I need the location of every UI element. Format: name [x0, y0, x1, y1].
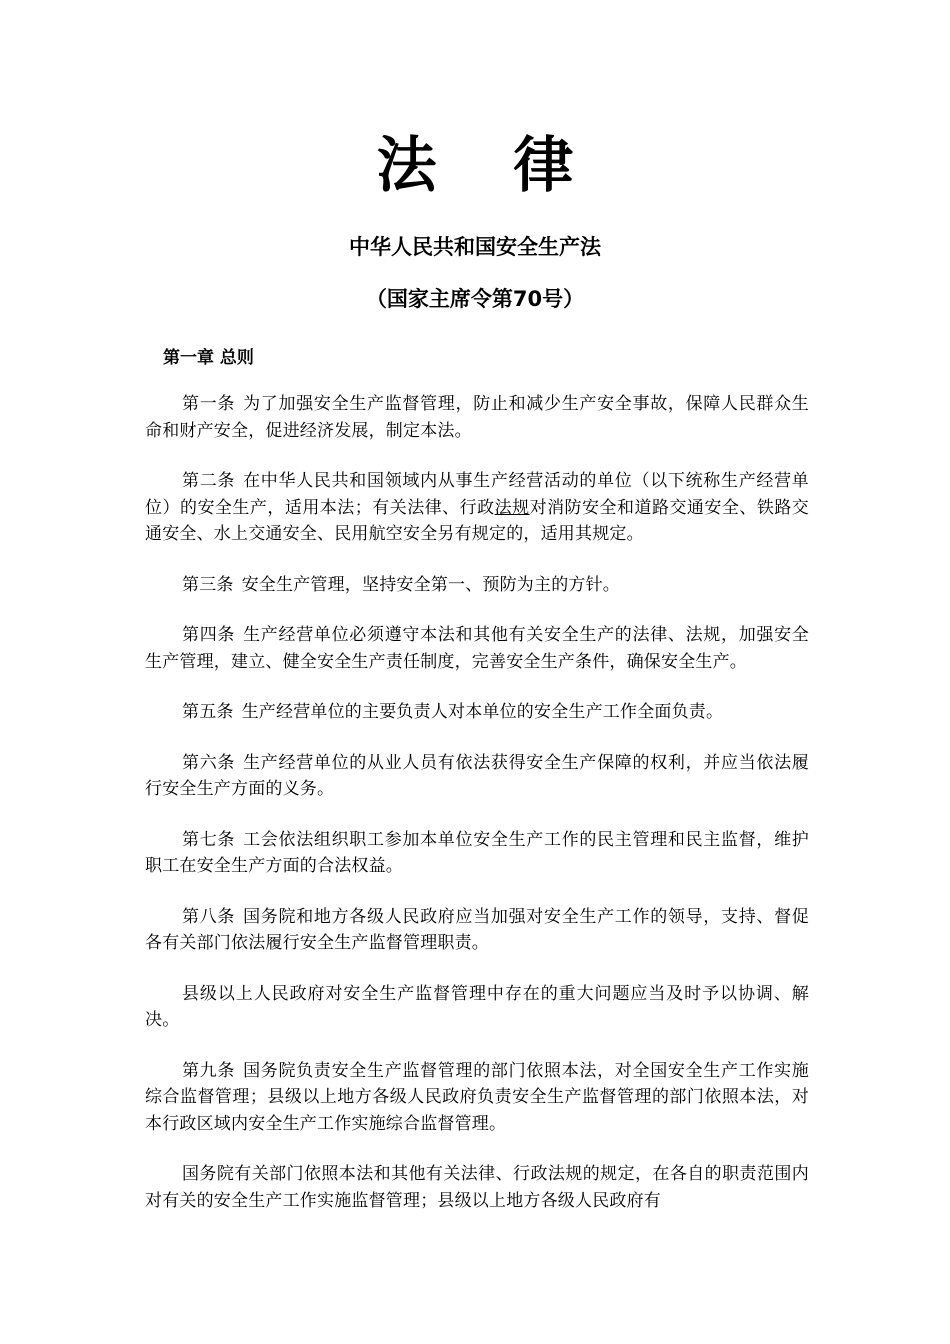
article-8-paragraph-2: 县级以上人民政府对安全生产监督管理中存在的重大问题应当及时予以协调、解决。	[145, 983, 809, 1030]
article-text: 生产经营单位的主要负责人对本单位的安全生产工作全面负责。	[241, 702, 724, 722]
article-7	[145, 827, 809, 880]
article-text: 为了加强安全生产监督管理，防止和减少生产安全事故，保障人民群众生命和财产安全，促进经济发展，制定本法。	[145, 394, 809, 441]
article-6	[145, 750, 809, 803]
article-number: 第四条	[182, 625, 236, 645]
article-text: 工会依法组织职工参加本单位安全生产工作的民主管理和民主监督，维护职工在安全生产方面的合法权益。	[145, 829, 809, 876]
article-text: 生产经营单位的从业人员有依法获得安全生产保障的权利，并应当依法履行安全生产方面的义务。	[145, 752, 809, 799]
law-title: 中华人民共和国安全生产法	[349, 235, 601, 259]
regulations-link[interactable]: 法规	[494, 497, 530, 518]
article-number: 第五条	[182, 702, 234, 722]
article-number: 第九条	[182, 1060, 236, 1081]
article-number: 第六条	[182, 752, 236, 773]
article-8	[145, 904, 809, 957]
article-text-part-1: 在中华人民共和国领域内从事生产经营活动的单位（以下统称生产经营单位）的安全生产，适用本法；有关法律、行政	[145, 471, 809, 518]
article-text: 安全生产管理，坚持安全第一、预防为主的方针。	[241, 574, 621, 595]
article-number: 第七条	[182, 829, 236, 850]
article-text: 国务院和地方各级人民政府应当加强对安全生产工作的领导，支持、督促各有关部门依法履行安全生产监督管理职责。	[145, 906, 809, 953]
article-4	[145, 622, 809, 675]
article-5	[145, 699, 809, 726]
article-9	[145, 1058, 809, 1138]
article-2	[145, 468, 809, 548]
article-9-paragraph-2: 国务院有关部门依照本法和其他有关法律、行政法规的规定，在各自的职责范围内对有关的安全生产工作实施监督管理；县级以上地方各级人民政府有	[145, 1164, 809, 1211]
article-1	[145, 391, 809, 444]
law-body	[145, 391, 809, 1238]
article-number: 第一条	[182, 394, 236, 414]
article-text: 生产经营单位必须遵守本法和其他有关安全生产的法律、法规，加强安全生产管理，建立、健全安全生产责任制度，完善安全生产条件，确保安全生产。	[145, 625, 809, 672]
main-title: 法 律	[376, 131, 602, 201]
article-text-part-2: 对消防安全和道路交通安全、铁路交通安全、水上交通安全、民用航空安全另有规定的，适用其规定。	[145, 497, 810, 544]
chapter-heading: 第一章 总则	[163, 348, 254, 368]
article-number: 第三条	[182, 574, 234, 595]
article-number: 第二条	[182, 471, 236, 491]
article-text: 国务院负责安全生产监督管理的部门依照本法，对全国安全生产工作实施综合监督管理；县级以上地方各级人民政府负责安全生产监督管理的部门依照本法，对本行政区域内安全生产工作实施综合监督管理。	[145, 1060, 809, 1134]
article-number: 第八条	[182, 906, 236, 927]
order-number: （国家主席令第70号）	[365, 287, 585, 311]
article-3	[145, 572, 809, 599]
